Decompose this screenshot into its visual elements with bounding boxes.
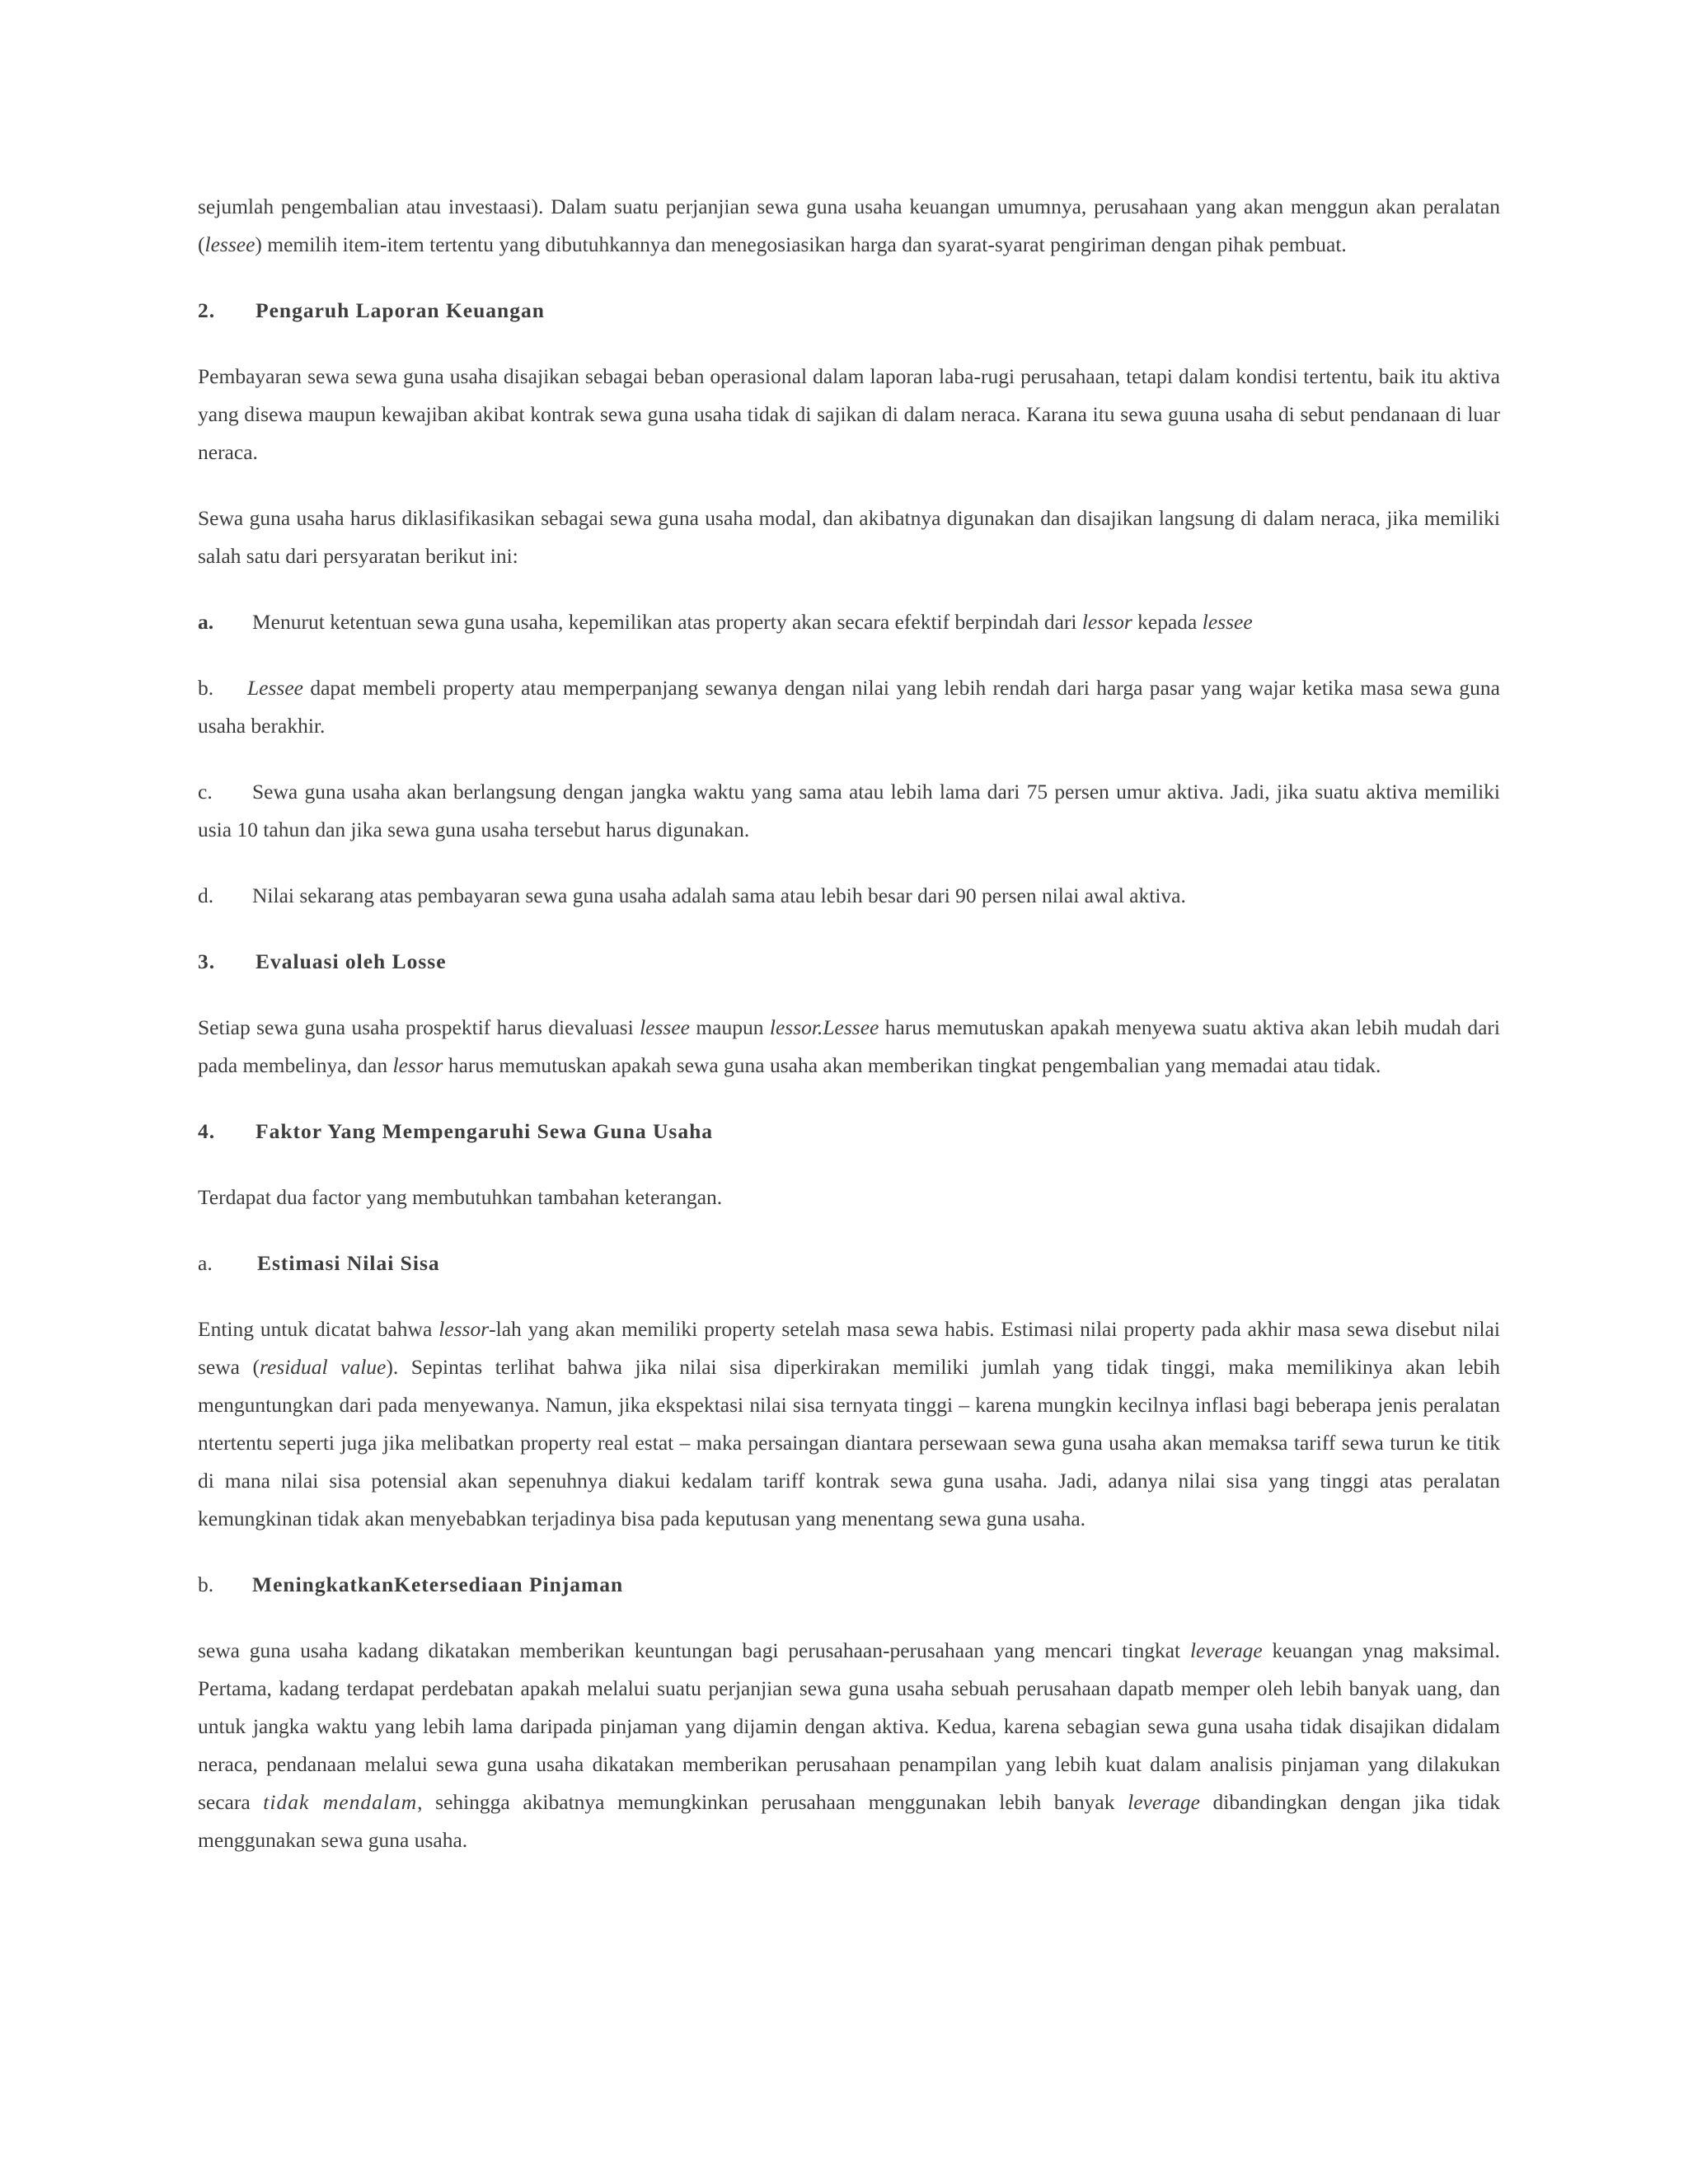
italic-term: lessor bbox=[438, 1317, 490, 1341]
italic-term: lessor bbox=[1081, 610, 1132, 634]
paragraph-evaluation: Setiap sewa guna usaha prospektif harus dievaluasi lessee maupun lessor.Lessee harus memutuskan apakah menyewa suatu aktiva akan lebih mudah dari pada membelinya, dan lessor harus memutuskan apakah sewa guna usaha akan memberikan tingkat pengembalian yang memadai atau tidak. bbox=[198, 1015, 1500, 1077]
paragraph-loan-availability: sewa guna usaha kadang dikatakan memberikan keuntungan bagi perusahaan-perusahaan yang mencari tingkat leverage keuangan ynag maksimal. Pertama, kadang terdapat perdebatan apakah melalui suatu perjanjian sewa guna usaha sebuah perusahaan dapatb memper oleh lebih banyak uang, dan untuk jangka waktu yang lebih lama daripada pinjaman yang dijamin dengan aktiva. Kedua, karena sebagian sewa guna usaha tidak disajikan didalam neraca, pendanaan melalui sewa guna usaha dikatakan memberikan perusahaan penampilan yang lebih kuat dalam analisis pinjaman yang dilakukan secara tidak mendalam, sehingga akibatnya memungkinkan perusahaan menggunakan lebih banyak leverage dibandingkan dengan jika tidak menggunakan sewa guna usaha. bbox=[198, 1638, 1501, 1852]
paragraph-factors: Terdapat dua factor yang membutuhkan tambahan keterangan. bbox=[198, 1185, 723, 1209]
italic-term: residual value bbox=[260, 1355, 387, 1379]
paragraph-lease-intro: sejumlah pengembalian atau investaasi). Dalam suatu perjanjian sewa guna usaha keuangan umumnya, perusahaan yang akan menggun akan peralatan (lessee) memilih item-item tertentu yang dibutuhkannya dan menegosiasikan harga dan syarat-syarat pengiriman dengan pihak pembuat. bbox=[198, 194, 1500, 256]
document-page bbox=[198, 188, 1500, 1887]
italic-term: lessee bbox=[1202, 610, 1253, 634]
italic-term: lessee bbox=[640, 1015, 690, 1039]
paragraph-residual-value: Enting untuk dicatat bahwa lessor-lah yang akan memiliki property setelah masa sewa habis. Estimasi nilai property pada akhir masa sewa disebut nilai sewa (residual value). Sepintas terlihat bahwa jika nilai sisa diperkirakan memiliki jumlah yang tidak tinggi, maka memilikinya akan lebih menguntungkan dari pada menyewanya. Namun, jika ekspektasi nilai sisa ternyata tinggi – karena mungkin kecilnya inflasi bagi beberapa jenis peralatan ntertentu seperti juga jika melibatkan property real estat – maka persaingan diantara persewaan sewa guna usaha akan memaksa tariff sewa turun ke titik di mana nilai sisa potensial akan sepenuhnya diakui kedalam tariff kontrak sewa guna usaha. Jadi, adanya nilai sisa yang tinggi atas peralatan kemungkinan tidak akan menyebabkan terjadinya bisa pada keputusan yang menentang sewa guna usaha. bbox=[198, 1317, 1501, 1530]
sub-heading-b: b. MeningkatkanKetersediaan Pinjaman bbox=[198, 1572, 624, 1596]
paragraph-financial-report: Pembayaran sewa sewa guna usaha disajikan sebagai beban operasional dalam laporan laba-rugi perusahaan, tetapi dalam kondisi tertentu, baik itu aktiva yang disewa maupun kewajiban akibat kontrak sewa guna usaha tidak di sajikan di dalam neraca. Karana itu sewa guuna usaha di sebut pendanaan di luar neraca. bbox=[198, 364, 1500, 464]
sub-heading-a: a. Estimasi Nilai Sisa bbox=[198, 1251, 440, 1275]
list-item-c: c. Sewa guna usaha akan berlangsung dengan jangka waktu yang sama atau lebih lama dari 75 persen umur aktiva. Jadi, jika suatu aktiva memiliki usia 10 tahun dan jika sewa guna usaha tersebut harus digunakan. bbox=[198, 780, 1500, 841]
italic-term: leverage bbox=[1189, 1638, 1263, 1662]
italic-term: leverage bbox=[1128, 1790, 1200, 1814]
section-heading-2: 2. Pengaruh Laporan Keuangan bbox=[198, 298, 545, 322]
section-heading-3: 3. Evaluasi oleh Losse bbox=[198, 949, 447, 973]
paragraph-classification: Sewa guna usaha harus diklasifikasikan sebagai sewa guna usaha modal, dan akibatnya digunakan dan disajikan langsung di dalam neraca, jika memiliki salah satu dari persyaratan berikut ini: bbox=[198, 506, 1500, 568]
list-item-d: d. Nilai sekarang atas pembayaran sewa guna usaha adalah sama atau lebih besar dari 90 persen nilai awal aktiva. bbox=[198, 883, 1186, 907]
italic-term: lessor.Lessee bbox=[769, 1015, 879, 1039]
italic-term: Lessee bbox=[247, 676, 303, 700]
list-item-a: a. Menurut ketentuan sewa guna usaha, kepemilikan atas property akan secara efektif berpindah dari lessor kepada lessee bbox=[198, 610, 1253, 634]
section-heading-4: 4. Faktor Yang Mempengaruhi Sewa Guna Usaha bbox=[198, 1119, 714, 1143]
list-item-b: b. Lessee dapat membeli property atau memperpanjang sewanya dengan nilai yang lebih rendah dari harga pasar yang wajar ketika masa sewa guna usaha berakhir. bbox=[198, 676, 1500, 738]
italic-term: lessee bbox=[204, 232, 256, 256]
italic-term: lessor bbox=[392, 1053, 443, 1077]
italic-term: tidak mendalam bbox=[263, 1790, 418, 1814]
